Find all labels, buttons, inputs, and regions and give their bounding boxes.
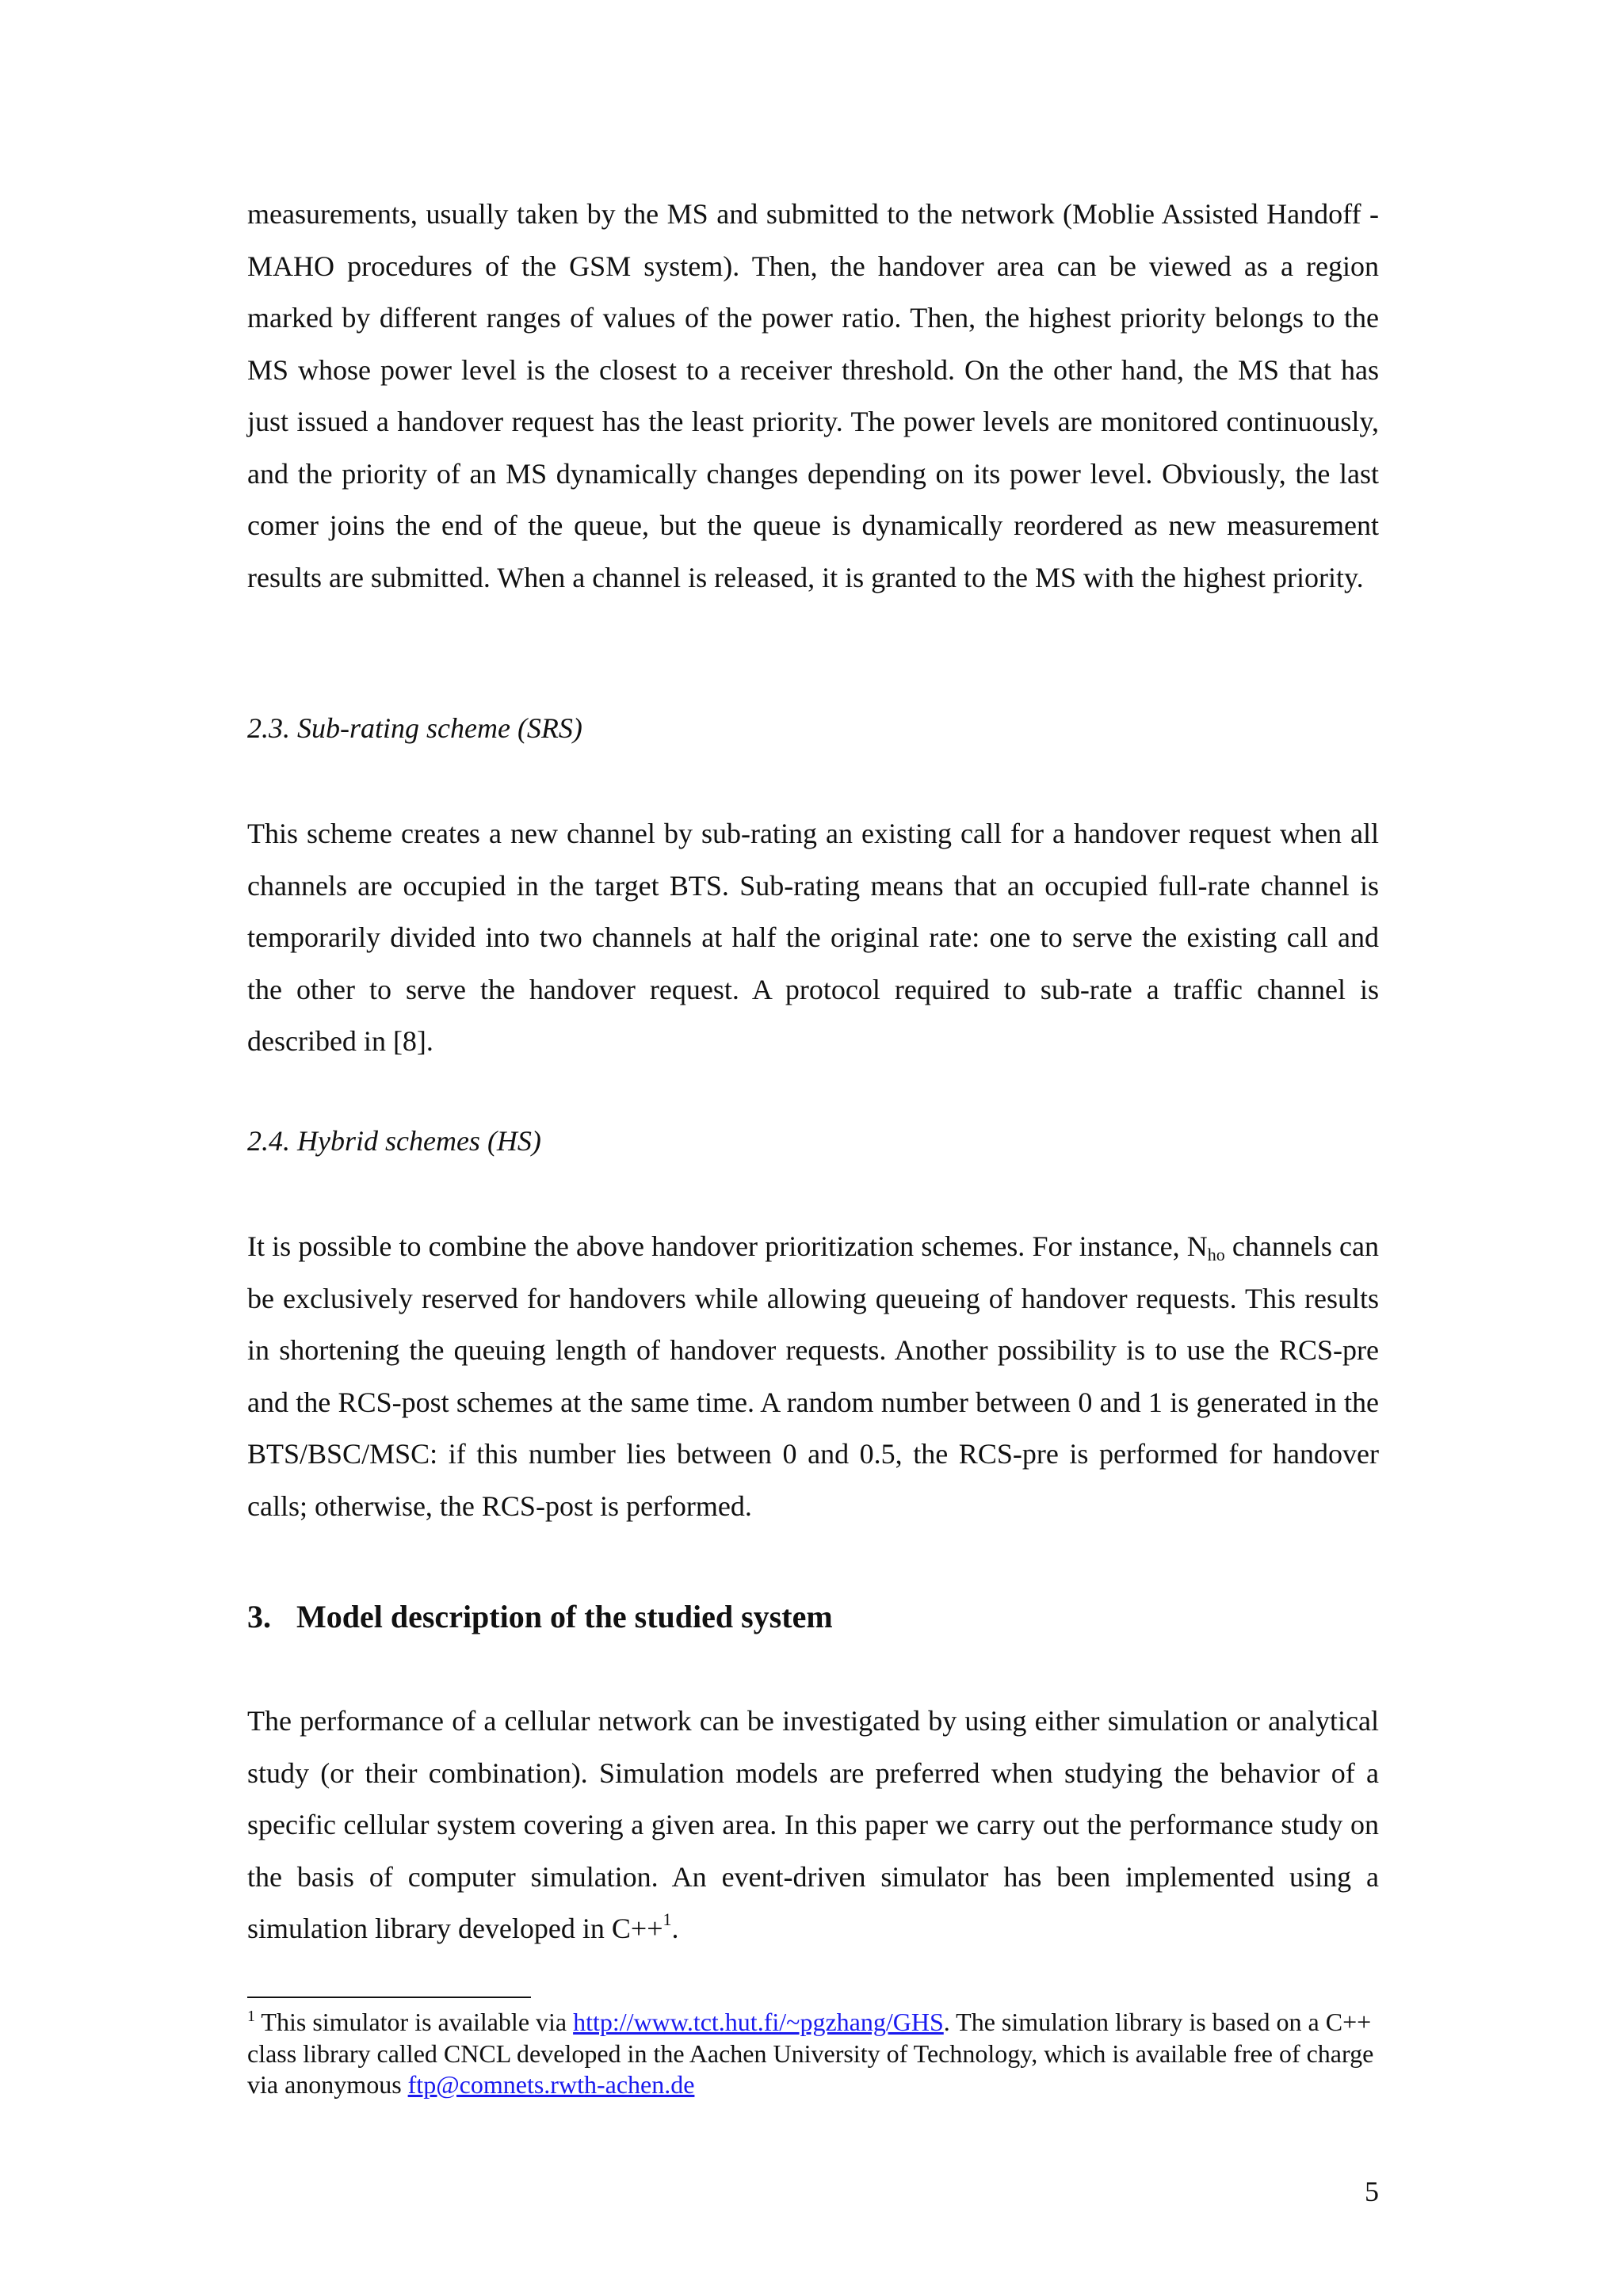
paragraph-text-start: It is possible to combine the above handover prioritization schemes. For instance, N <box>247 1230 1208 1262</box>
subsection-heading-2-3 <box>247 708 1379 748</box>
footnote <box>247 2007 1379 2101</box>
paragraph-period: . <box>671 1913 679 1944</box>
footnote-divider <box>247 1997 531 1998</box>
footnote-reference: 1 <box>663 1909 672 1929</box>
paragraph-text <box>247 1695 1379 1955</box>
ftp-link[interactable]: ftp@comnets.rwth-achen.de <box>407 2070 695 2099</box>
paragraph-text <box>247 1221 1379 1532</box>
subsection-heading-2-4 <box>247 1121 1379 1161</box>
subscript-ho: ho <box>1207 1245 1225 1264</box>
subsection-title: 2.3. Sub-rating scheme (SRS) <box>247 712 582 744</box>
body-paragraph-continuation <box>247 189 1379 604</box>
section-3-body <box>247 1695 1379 1955</box>
paragraph-text: measurements, usually taken by the MS and submitted to the network (Moblie Assisted Handoff - MAHO procedures of the GSM system). Then, the handover area can be viewed as a region marked by different ranges of values of the power ratio. Then, the highest priority belongs to the MS whose power level is the closest to a receiver threshold. On the other hand, the MS that has just issued a handover request has the least priority. The power levels are monitored continuously, and the priority of an MS dynamically changes depending on its power level. Obviously, the last comer joins the end of the queue, but the queue is dynamically reordered as new measurement results are submitted. When a channel is released, it is granted to the MS with the highest priority. <box>247 198 1379 593</box>
footnote-text: . The simulation library is based on a C++ class library called CNCL developed in the Aachen University of Technology, which is available free of charge via anonymous <box>247 2008 1374 2099</box>
section-title: Model description of the studied system <box>296 1599 833 1634</box>
subsection-2-4-body <box>247 1221 1379 1532</box>
section-heading-3 <box>247 1597 1379 1637</box>
paragraph-text-main: The performance of a cellular network can be investigated by using either simulation or analytical study (or their combination). Simulation models are preferred when studying the behavior of a specific cellular system covering a given area. In this paper we carry out the performance study on the basis of computer simulation. An event-driven simulator has been implemented using a simulation library developed in C++ <box>247 1705 1379 1944</box>
page-number: 5 <box>1365 2176 1379 2207</box>
footnote-marker: 1 <box>247 2008 255 2025</box>
section-number: 3. <box>247 1599 271 1634</box>
paragraph-text: This scheme creates a new channel by sub-rating an existing call for a handover request when all channels are occupied in the target BTS. Sub-rating means that an occupied full-rate channel is temporarily divided into two channels at half the original rate: one to serve the existing call and the other to serve the handover request. A protocol required to sub-rate a traffic channel is described in [8]. <box>247 818 1379 1057</box>
footnote-text: This simulator is available via <box>255 2008 574 2036</box>
subsection-2-3-body <box>247 808 1379 1068</box>
subsection-title: 2.4. Hybrid schemes (HS) <box>247 1125 541 1157</box>
simulator-link[interactable]: http://www.tct.hut.fi/~pgzhang/GHS <box>573 2008 944 2036</box>
paragraph-text-end: channels can be exclusively reserved for handovers while allowing queueing of handover requests. This results in shortening the queuing length of handover requests. Another possibility is to use the RCS-pre and the RCS-post schemes at the same time. A random number between 0 and 1 is generated in the BTS/BSC/MSC: if this number lies between 0 and 0.5, the RCS-pre is performed for handover calls; otherwise, the RCS-post is performed. <box>247 1230 1379 1522</box>
